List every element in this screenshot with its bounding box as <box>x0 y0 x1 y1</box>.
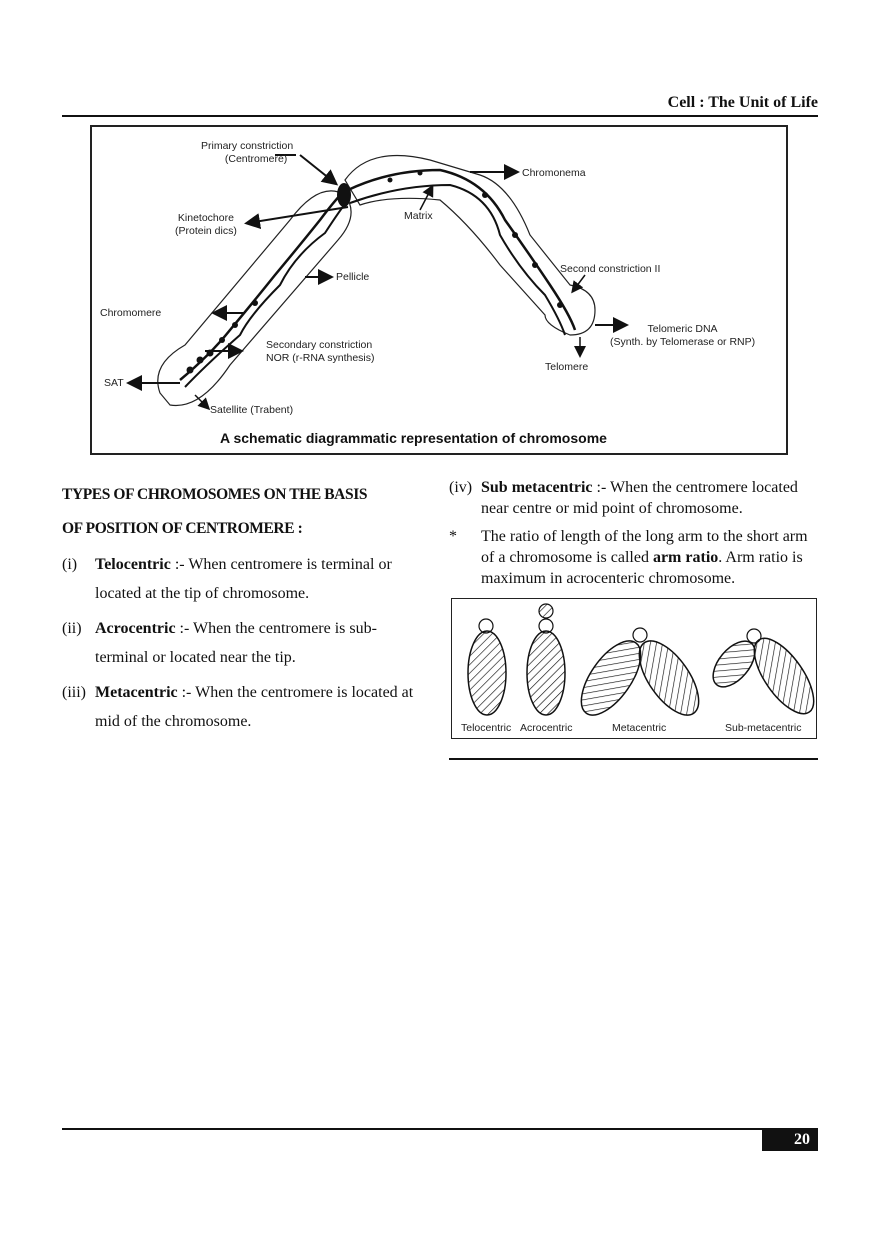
running-header: Cell : The Unit of Life <box>667 94 818 111</box>
type-label-acrocentric: Acrocentric <box>520 722 573 734</box>
footer-rule <box>62 1128 818 1130</box>
section-heading: TYPES OF CHROMOSOMES ON THE BASIS OF POSITION OF CENTROMERE : <box>62 486 368 537</box>
label-sat: SAT <box>104 377 124 389</box>
chromosome-diagram <box>90 125 788 455</box>
left-column <box>62 478 422 736</box>
label-secondary-constriction: Secondary constriction NOR (r-RNA synthesis) <box>266 339 375 364</box>
column-end-rule <box>449 758 818 760</box>
list-item-acrocentric: (ii) Acrocentric :- When the centromere is sub-terminal or located near the tip. <box>62 620 377 666</box>
label-chromonema: Chromonema <box>522 167 586 179</box>
label-kinetochore: Kinetochore (Protein dics) <box>175 212 237 237</box>
arm-ratio-note: * The ratio of length of the long arm to the short arm of a chromosome is called arm ratio. Arm ratio is maximum in acrocenteric chromosome. <box>449 528 808 587</box>
metacentric-centromere <box>633 628 647 642</box>
type-label-sub-metacentric: Sub-metacentric <box>725 722 802 734</box>
chromosome-types-diagram <box>451 598 817 739</box>
metacentric-arm-right <box>628 631 710 724</box>
label-primary-constriction: Primary constriction (Centromere) <box>201 140 294 165</box>
label-telomeric-dna: Telomeric DNA (Synth. by Telomerase or RNP) <box>610 323 756 348</box>
figure-caption: A schematic diagrammatic representation of chromosome <box>220 430 607 446</box>
list-item-telocentric: (i) Telocentric :- When centromere is terminal or located at the tip of chromosome. <box>62 556 392 602</box>
centromere-mark <box>337 183 351 207</box>
label-pellicle: Pellicle <box>336 271 370 283</box>
page-number: 20 <box>762 1128 818 1151</box>
label-telomere: Telomere <box>545 361 589 373</box>
acrocentric-arm <box>527 631 565 715</box>
right-column <box>449 477 821 589</box>
acrocentric-satellite <box>539 604 553 618</box>
list-item-sub-metacentric: (iv) Sub metacentric :- When the centromere located near centre or mid point of chromosome. <box>449 479 798 517</box>
header-rule <box>62 115 818 117</box>
label-second-constriction: Second constriction II <box>560 263 661 275</box>
label-matrix: Matrix <box>404 210 433 222</box>
telocentric-arm <box>468 631 506 715</box>
type-label-telocentric: Telocentric <box>461 722 512 734</box>
label-chromomere: Chromomere <box>100 307 162 319</box>
list-item-metacentric: (iii) Metacentric :- When the centromere is located at mid of the chromosome. <box>62 684 414 730</box>
type-label-metacentric: Metacentric <box>612 722 667 734</box>
label-satellite: Satellite (Trabent) <box>210 404 294 416</box>
metacentric-arm-left <box>570 631 652 724</box>
